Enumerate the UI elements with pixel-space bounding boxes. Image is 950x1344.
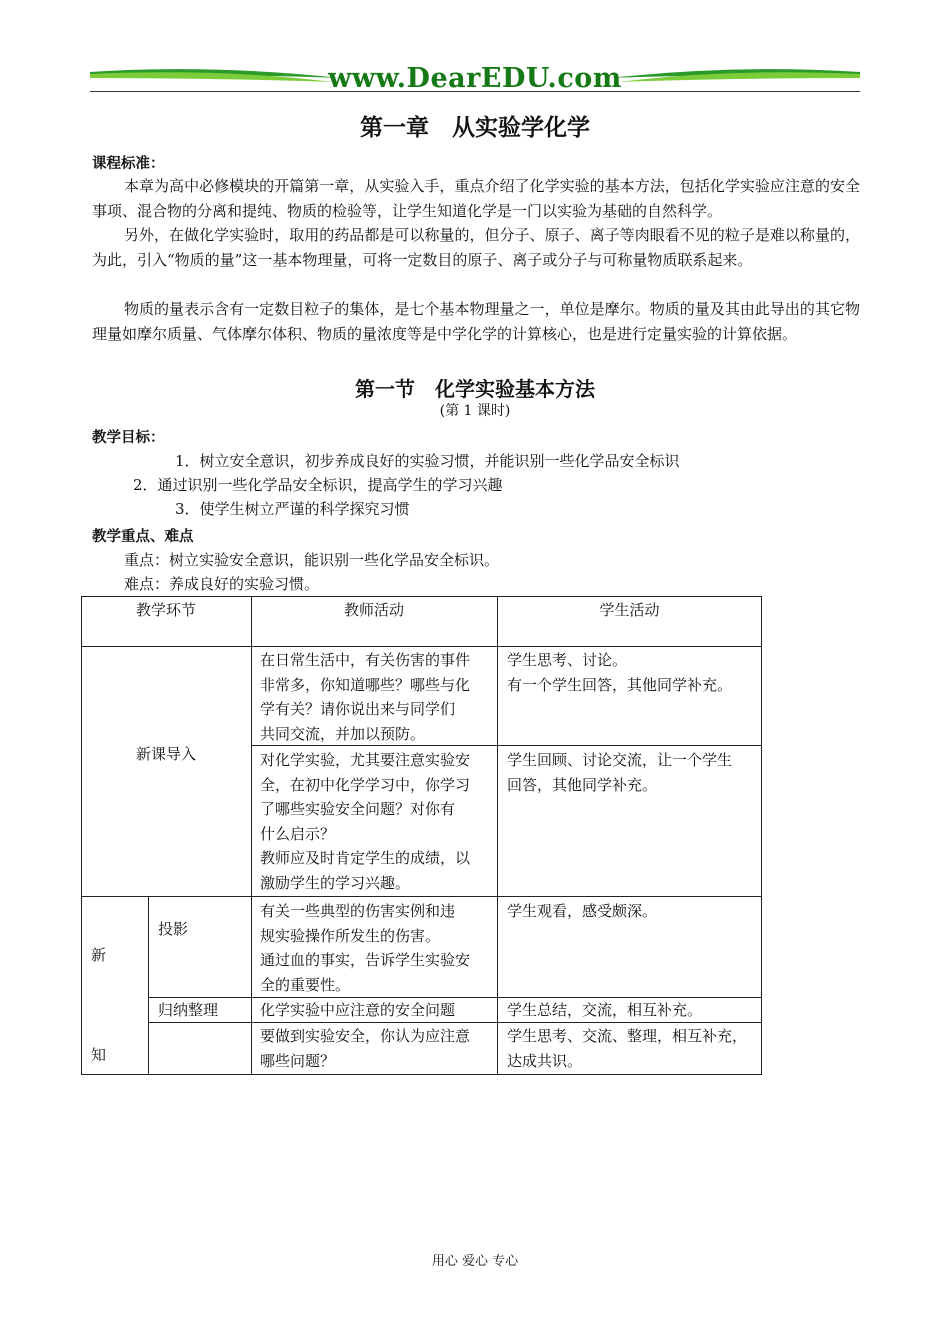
intro-student-activity-1: 学生思考、讨论。 有一个学生回答，其他同学补充。: [507, 651, 733, 694]
intro-student-activity-2: 学生回顾、讨论交流，让一个学生 回答，其他同学补充。: [507, 751, 733, 794]
projection-student-activity: 学生观看，感受颇深。: [507, 902, 658, 920]
header-rule: [90, 91, 860, 92]
last-student-activity: 学生思考、交流、整理，相互补充， 达成共识。: [507, 1027, 748, 1070]
table-rule: [81, 646, 762, 647]
last-teacher-activity: 要做到实验安全，你认为应注意 哪些问题？: [260, 1027, 471, 1070]
goals-label: 教学目标：: [92, 429, 165, 446]
curriculum-paragraph-3: 物质的量表示含有一定数目粒子的集体，是七个基本物理量之一，单位是摩尔。物质的量及其由此导出的其它物理量如摩尔质量、气体摩尔体积、物质的量浓度等是中学化学的计算核心，也是进行定量实验的计算依据。: [92, 300, 860, 343]
focus-point: 重点：树立实验安全意识，能识别一些化学品安全标识。: [124, 551, 500, 569]
curriculum-paragraph-2: 另外，在做化学实验时，取用的药品都是可以称量的，但分子、原子、离子等肉眼看不见的粒子是难以称量的，为此，引入“物质的量”这一基本物理量，可将一定数目的原子、离子或分子与可称量物质联系起来。: [92, 226, 860, 269]
header-stage: 教学环节: [135, 601, 196, 619]
projection-teacher-activity: 有关一些典型的伤害实例和违 规实验操作所发生的伤害。 通过血的事实，告诉学生实验安 全的重要性。: [260, 902, 471, 994]
chapter-title: 第一章 从实验学化学: [360, 114, 590, 141]
stage-new-knowledge-2: 知: [91, 1046, 107, 1064]
stage-intro: 新课导入: [135, 745, 196, 763]
table-rule: [251, 596, 252, 1075]
section-title: 第一节 化学实验基本方法: [355, 377, 595, 401]
site-logo-text: www.DearEDU.com: [328, 63, 622, 94]
table-rule: [81, 896, 762, 897]
summary-student-activity: 学生总结，交流，相互补充。: [507, 1001, 703, 1019]
curriculum-paragraph-1: 本章为高中必修模块的开篇第一章，从实验入手，重点介绍了化学实验的基本方法，包括化学实验应注意的安全事项、混合物的分离和提纯、物质的检验等，让学生知道化学是一门以实验为基础的自然科学。: [92, 177, 860, 220]
page-footer: 用心 爱心 专心: [431, 1254, 519, 1269]
goal-1: 1．树立安全意识，初步养成良好的实验习惯，并能识别一些化学品安全标识: [175, 452, 680, 470]
curriculum-label: 课程标准：: [92, 155, 165, 172]
table-rule: [497, 596, 498, 1075]
intro-teacher-activity-1: 在日常生活中，有关伤害的事件 非常多，你知道哪些？哪些与化 学有关？请你说出来与同学们 共同交流，并加以预防。: [260, 651, 471, 743]
summary-teacher-activity: 化学实验中应注意的安全问题: [260, 1001, 456, 1019]
keypoints-label: 教学重点、难点: [92, 528, 194, 545]
goal-2: 2．通过识别一些化学品安全标识，提高学生的学习兴趣: [133, 476, 503, 494]
table-rule: [148, 896, 149, 1075]
difficulty-point: 难点：养成良好的实验习惯。: [124, 575, 320, 593]
header-student: 学生活动: [599, 601, 660, 619]
lesson-period: (第 1 课时): [439, 403, 511, 419]
goal-3: 3．使学生树立严谨的科学探究习惯: [175, 500, 410, 518]
substage-summary: 归纳整理: [158, 1001, 219, 1019]
substage-projection: 投影: [158, 920, 189, 938]
stage-new-knowledge-1: 新: [91, 946, 107, 964]
header-teacher: 教师活动: [343, 601, 404, 619]
intro-teacher-activity-2: 对化学实验，尤其要注意实验安 全，在初中化学学习中，你学习 了哪些实验安全问题？对你有 什么启示？ 教师应及时肯定学生的成绩，以 激励学生的学习兴趣。: [260, 751, 471, 892]
